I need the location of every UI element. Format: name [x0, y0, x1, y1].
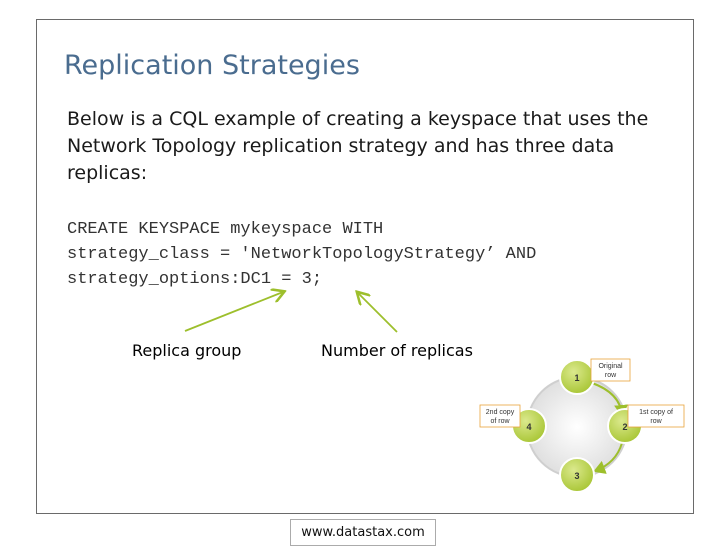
replica-group-label: Replica group	[132, 341, 242, 360]
code-line-2: strategy_class = 'NetworkTopologyStrategy’ AND	[67, 245, 537, 264]
replica-group-arrow	[185, 292, 283, 331]
first-copy-label	[628, 405, 684, 427]
node-1	[560, 360, 594, 394]
svg-text:Original: Original	[598, 363, 623, 370]
svg-text:1st copy of: 1st copy of	[639, 409, 673, 416]
second-copy-label	[480, 405, 520, 427]
number-of-replicas-arrow	[358, 293, 397, 332]
number-of-replicas-label: Number of replicas	[321, 341, 473, 360]
node-4-label: 4	[526, 422, 532, 432]
code-line-1: CREATE KEYSPACE mykeyspace WITH	[67, 220, 384, 239]
node-3	[560, 458, 594, 492]
node-1-label: 1	[574, 373, 580, 383]
slide-body-text: Below is a CQL example of creating a keyspace that uses the Network Topology replication strategy and has three data replicas:	[67, 108, 649, 184]
svg-text:row: row	[604, 372, 617, 379]
footer-url: www.datastax.com	[290, 519, 436, 546]
code-line-3: strategy_options:DC1 = 3;	[67, 270, 323, 289]
svg-text:2nd copy: 2nd copy	[485, 409, 515, 416]
node-2-label: 2	[622, 422, 628, 432]
svg-text:row: row	[650, 418, 662, 425]
svg-text:of row: of row	[490, 418, 510, 425]
slide-title: Replication Strategies	[64, 50, 360, 81]
replication-ring-diagram	[470, 355, 700, 505]
original-row-label	[591, 359, 630, 381]
node-3-label: 3	[574, 471, 580, 481]
